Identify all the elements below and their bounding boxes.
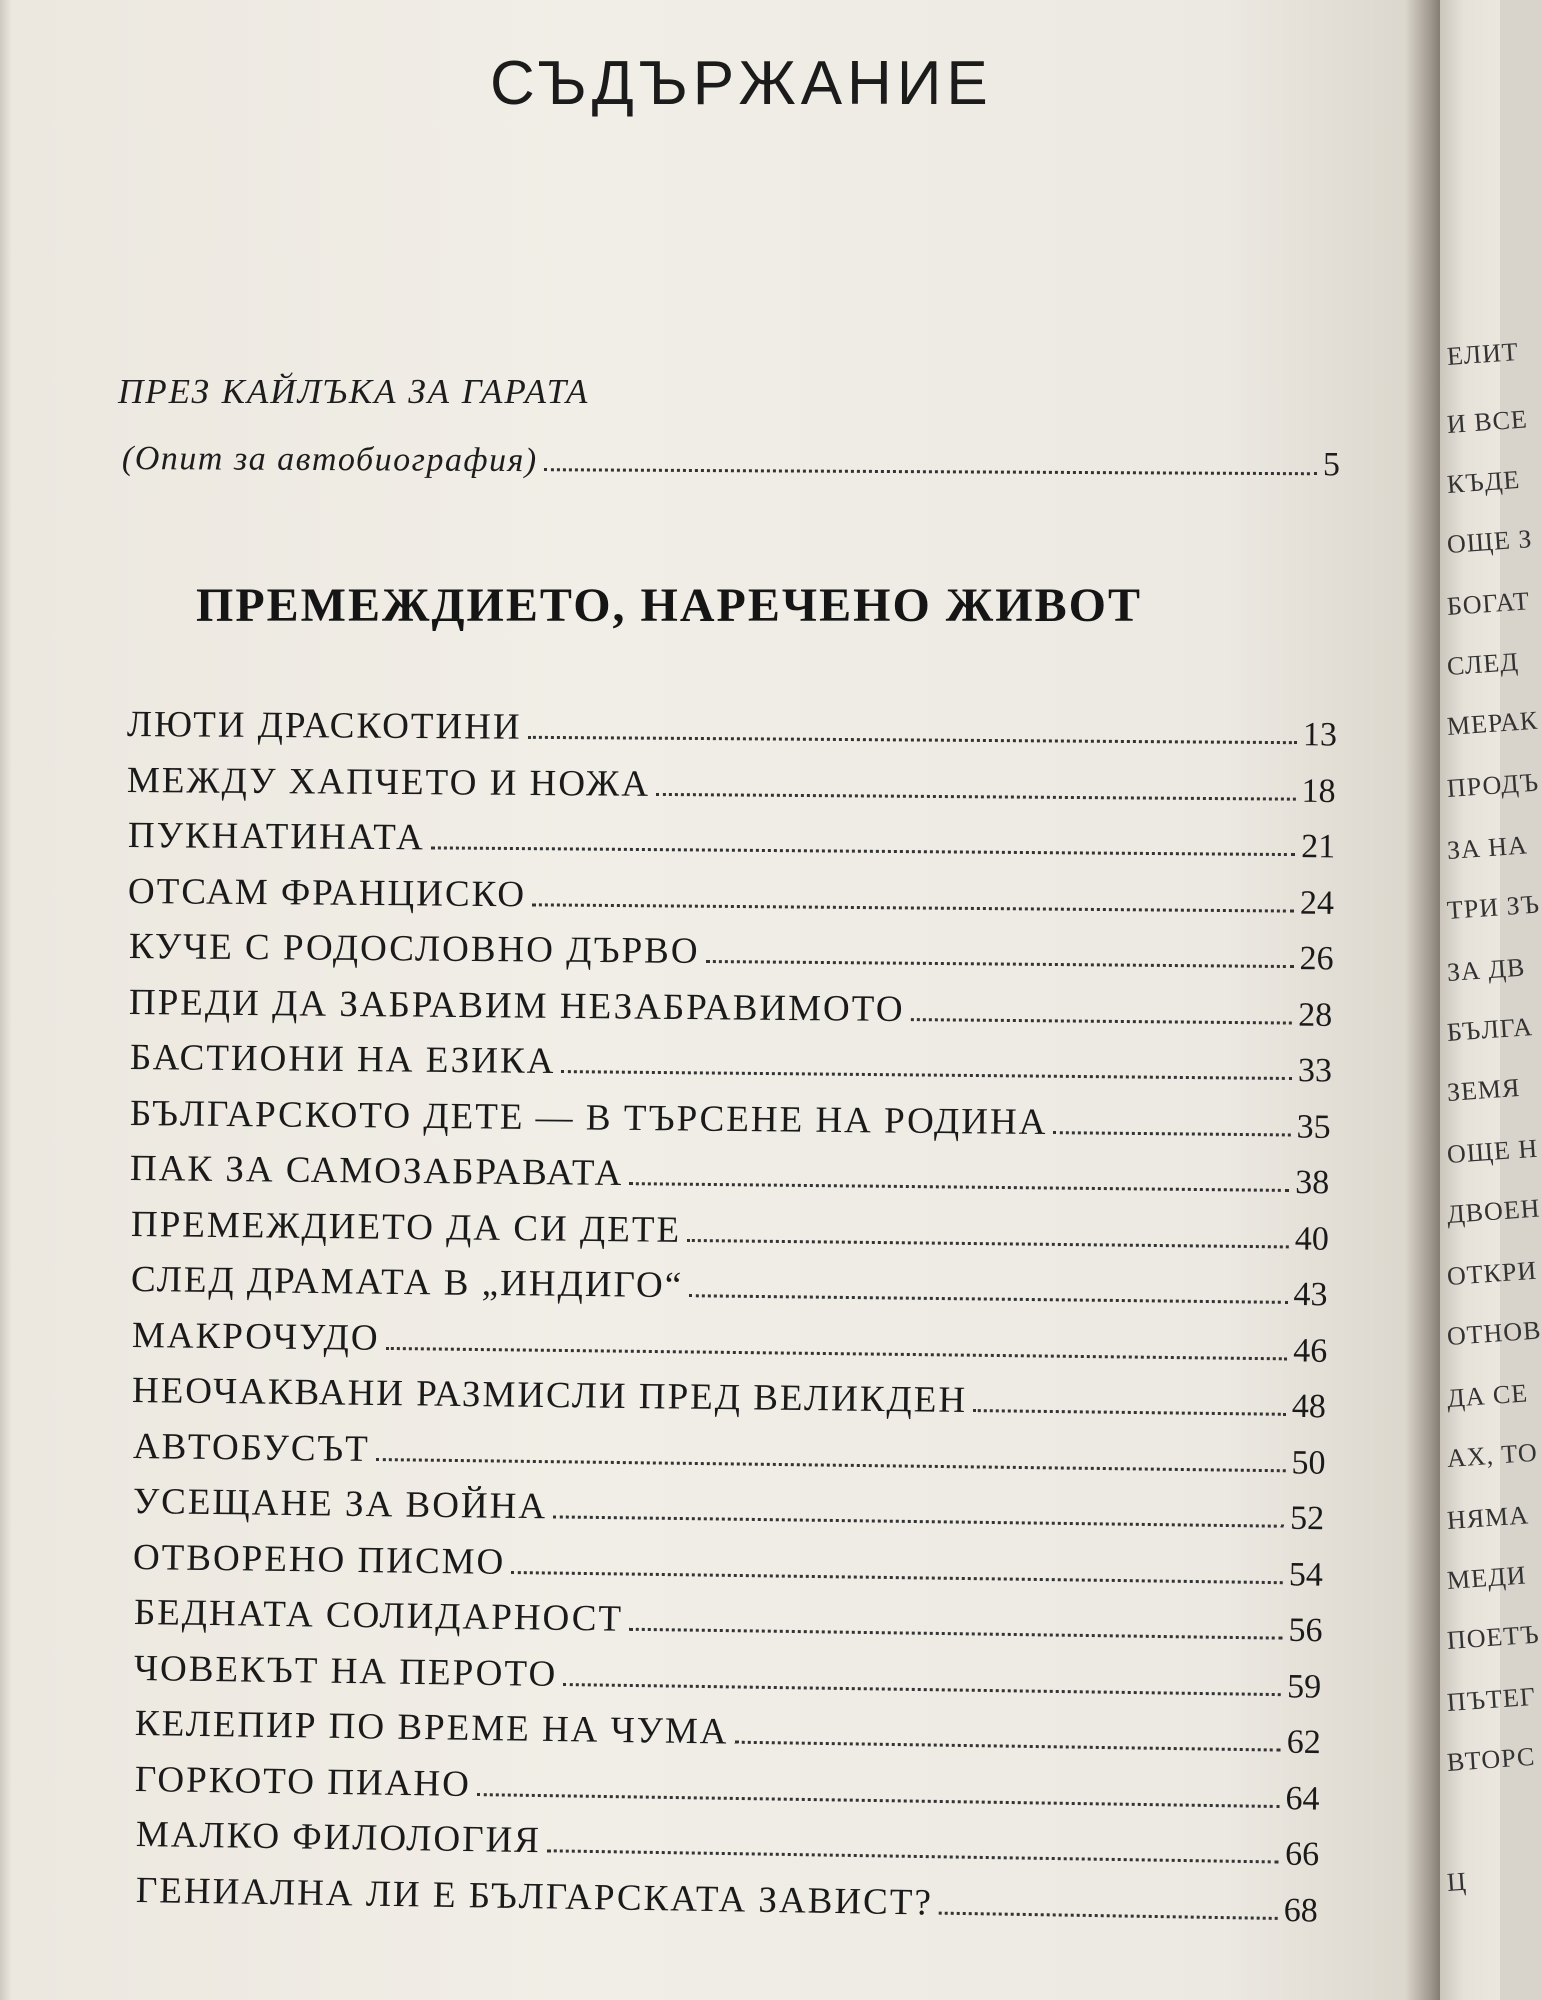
leader-dots	[431, 845, 1296, 856]
right-page-text-fragment: ОЩЕ З	[1446, 524, 1534, 559]
toc-entry-title: ОТВОРЕНО ПИСМО	[133, 1536, 506, 1583]
right-page-text-fragment: БЪЛГА	[1446, 1012, 1534, 1047]
toc-entry	[131, 1200, 1329, 1259]
toc-entry-title: ПУКНАТИНАТА	[127, 815, 425, 859]
leader-dots	[689, 1293, 1287, 1304]
right-page-text-fragment: ПЪТЕГ	[1446, 1681, 1537, 1717]
toc-entry-page: 26	[1299, 940, 1334, 978]
intro-entry	[122, 432, 1340, 484]
toc-entry-page: 54	[1289, 1555, 1324, 1594]
toc-entry	[133, 1477, 1325, 1538]
right-page-text-fragment: ТРИ ЗЪ	[1446, 889, 1541, 925]
toc-entry-page: 40	[1294, 1219, 1329, 1258]
toc-entry	[132, 1422, 1325, 1483]
leader-dots	[629, 1627, 1283, 1640]
toc-entry-page: 62	[1286, 1723, 1321, 1762]
leader-dots	[630, 1181, 1290, 1192]
leader-dots	[911, 1017, 1293, 1024]
right-page-text-fragment: НЯМА	[1446, 1500, 1530, 1535]
toc-entry	[127, 756, 1336, 811]
right-page-text-fragment: ЗА ДВ	[1446, 952, 1527, 987]
toc-entry-title: КУЧЕ С РОДОСЛОВНО ДЪРВО	[128, 926, 700, 972]
toc-entry-title: ПРЕМЕЖДИЕТО ДА СИ ДЕТЕ	[130, 1203, 682, 1251]
toc-entry-title: ПАК ЗА САМОЗАБРАВАТА	[130, 1148, 625, 1195]
right-page-text-fragment: МЕДИ	[1446, 1560, 1528, 1595]
toc-entry-title: МАЛКО ФИЛОЛОГИЯ	[135, 1814, 541, 1862]
right-page-text-fragment: ДА СЕ	[1446, 1378, 1530, 1413]
leader-dots	[528, 735, 1297, 744]
toc-entry-page: 28	[1298, 996, 1333, 1034]
right-page-text-fragment: ПОЕТЪ	[1446, 1619, 1541, 1655]
toc-entry-page: 50	[1290, 1443, 1326, 1482]
right-page-text-fragment: КЪДЕ	[1446, 464, 1522, 499]
right-page-text-fragment: Ц	[1446, 1866, 1468, 1897]
toc-entry-title: СЛЕД ДРАМАТА В „ИНДИГО“	[131, 1259, 684, 1307]
toc-entry-page: 38	[1295, 1164, 1330, 1202]
toc-entry-page: 52	[1289, 1499, 1325, 1538]
leader-dots	[546, 1848, 1278, 1863]
toc-entry	[134, 1644, 1322, 1707]
right-page-text-fragment: МЕРАК	[1446, 705, 1540, 741]
book-gutter-shadow	[1405, 0, 1445, 2000]
leader-dots	[375, 1457, 1285, 1472]
leader-dots	[532, 902, 1294, 912]
intro-subtitle: (Опит за автобиография)	[121, 440, 538, 480]
right-page-text-fragment: ДВОЕН	[1446, 1193, 1542, 1229]
toc-entry-title: ЛЮТИ ДРАСКОТИНИ	[126, 704, 522, 748]
toc-entry-page: 33	[1297, 1052, 1332, 1090]
leader-dots	[544, 467, 1317, 475]
book-page-right	[1440, 0, 1542, 2000]
leader-dots	[734, 1740, 1280, 1752]
toc-entry-title: ГОРКОТО ПИАНО	[134, 1758, 472, 1805]
leader-dots	[973, 1408, 1286, 1416]
toc-entry-title: БЪЛГАРСКОТО ДЕТЕ — В ТЪРСЕНЕ НА РОДИНА	[129, 1092, 1048, 1143]
leader-dots	[939, 1910, 1278, 1919]
toc-entry-page: 43	[1293, 1275, 1329, 1314]
right-page-text-fragment: ЗЕМЯ	[1446, 1072, 1522, 1107]
toc-entry	[135, 1755, 1320, 1819]
leader-dots	[563, 1682, 1281, 1696]
toc-entry	[134, 1699, 1321, 1762]
toc-entry-page: 13	[1302, 716, 1338, 754]
toc-entry-title: АВТОБУСЪТ	[132, 1425, 370, 1470]
toc-entry-page: 56	[1288, 1611, 1323, 1650]
right-page-text-fragment: БОГАТ	[1446, 586, 1531, 621]
toc-entry	[130, 1089, 1331, 1147]
toc-entry	[130, 1144, 1330, 1202]
right-page-text-fragment: ЕЛИТ	[1446, 336, 1520, 371]
toc-entry	[128, 867, 1334, 923]
leader-dots	[477, 1792, 1280, 1808]
toc-entry	[129, 922, 1334, 978]
right-page-text-fragment: ПРОДЪ	[1446, 767, 1540, 803]
right-page-text-fragment: ОЩЕ Н	[1446, 1133, 1539, 1169]
page-edge-shadow	[0, 0, 12, 2000]
toc-entry	[131, 1255, 1328, 1314]
right-page-text-fragment: АХ, ТО	[1446, 1437, 1539, 1473]
toc-entry-page: 35	[1296, 1108, 1331, 1146]
toc-entry-page: 21	[1300, 828, 1336, 866]
toc-entry-title: МАКРОЧУДО	[131, 1314, 380, 1359]
leader-dots	[1053, 1130, 1290, 1136]
intro-page-number: 5	[1322, 446, 1341, 484]
leader-dots	[512, 1569, 1284, 1583]
toc-entry-page: 66	[1284, 1835, 1319, 1874]
toc-entry-page: 68	[1283, 1891, 1319, 1930]
section-title: ПРЕМЕЖДИЕТО, НАРЕЧЕНО ЖИВОТ	[196, 579, 1142, 632]
toc-entry-page: 18	[1301, 772, 1337, 810]
toc-entry-title: НЕОЧАКВАНИ РАЗМИСЛИ ПРЕД ВЕЛИКДЕН	[131, 1370, 968, 1421]
leader-dots	[553, 1514, 1284, 1527]
toc-entry	[132, 1366, 1326, 1426]
toc-entry-page: 64	[1285, 1779, 1320, 1818]
right-page-text-fragment: ОТНОВ	[1446, 1315, 1542, 1351]
toc-entry-title: УСЕЩАНЕ ЗА ВОЙНА	[132, 1481, 548, 1528]
toc-entry	[129, 1033, 1331, 1090]
leader-dots	[687, 1237, 1289, 1247]
page-title: СЪДЪРЖАНИЕ	[490, 49, 993, 118]
toc-entry	[135, 1810, 1319, 1874]
toc-entry	[131, 1311, 1327, 1371]
toc-entry-page: 24	[1300, 884, 1335, 922]
toc-entry-title: ОТСАМ ФРАНЦИСКО	[128, 870, 527, 915]
toc-entry	[133, 1533, 1324, 1595]
toc-entry-page: 59	[1287, 1667, 1322, 1706]
toc-entry-title: БАСТИОНИ НА ЕЗИКА	[129, 1037, 556, 1083]
leader-dots	[385, 1345, 1287, 1359]
leader-dots	[656, 791, 1296, 800]
right-page-text-fragment: СЛЕД	[1446, 646, 1520, 681]
toc-entry-page: 48	[1291, 1387, 1327, 1426]
toc-entry	[127, 700, 1337, 754]
toc-entry	[129, 978, 1333, 1035]
toc-entry-title: ГЕНИАЛНА ЛИ Е БЪЛГАРСКАТА ЗАВИСТ?	[135, 1869, 934, 1924]
right-page-text-fragment: ОТКРИ	[1446, 1255, 1539, 1291]
toc-entry-title: БЕДНАТА СОЛИДАРНОСТ	[133, 1592, 624, 1640]
toc-entry-title: МЕЖДУ ХАПЧЕТО И НОЖА	[127, 759, 651, 805]
toc-entry-title: ЧОВЕКЪТ НА ПЕРОТО	[133, 1647, 558, 1695]
leader-dots	[705, 959, 1293, 968]
intro-title: ПРЕЗ КАЙЛЪКА ЗА ГАРАТА	[118, 372, 590, 411]
toc-entry	[128, 811, 1336, 866]
toc-entry	[136, 1866, 1319, 1931]
right-page-text-fragment: ЗА НА	[1446, 830, 1529, 865]
toc-entry-title: КЕЛЕПИР ПО ВРЕМЕ НА ЧУМА	[134, 1703, 729, 1753]
toc-entry-page: 46	[1292, 1331, 1328, 1370]
toc-entry-title: ПРЕДИ ДА ЗАБРАВИМ НЕЗАБРАВИМОТО	[128, 981, 905, 1030]
right-page-text-fragment: И ВСЕ	[1446, 404, 1529, 439]
right-page-text-fragment: ВТОРС	[1446, 1741, 1537, 1777]
leader-dots	[561, 1069, 1292, 1080]
toc-entry	[134, 1588, 1323, 1650]
